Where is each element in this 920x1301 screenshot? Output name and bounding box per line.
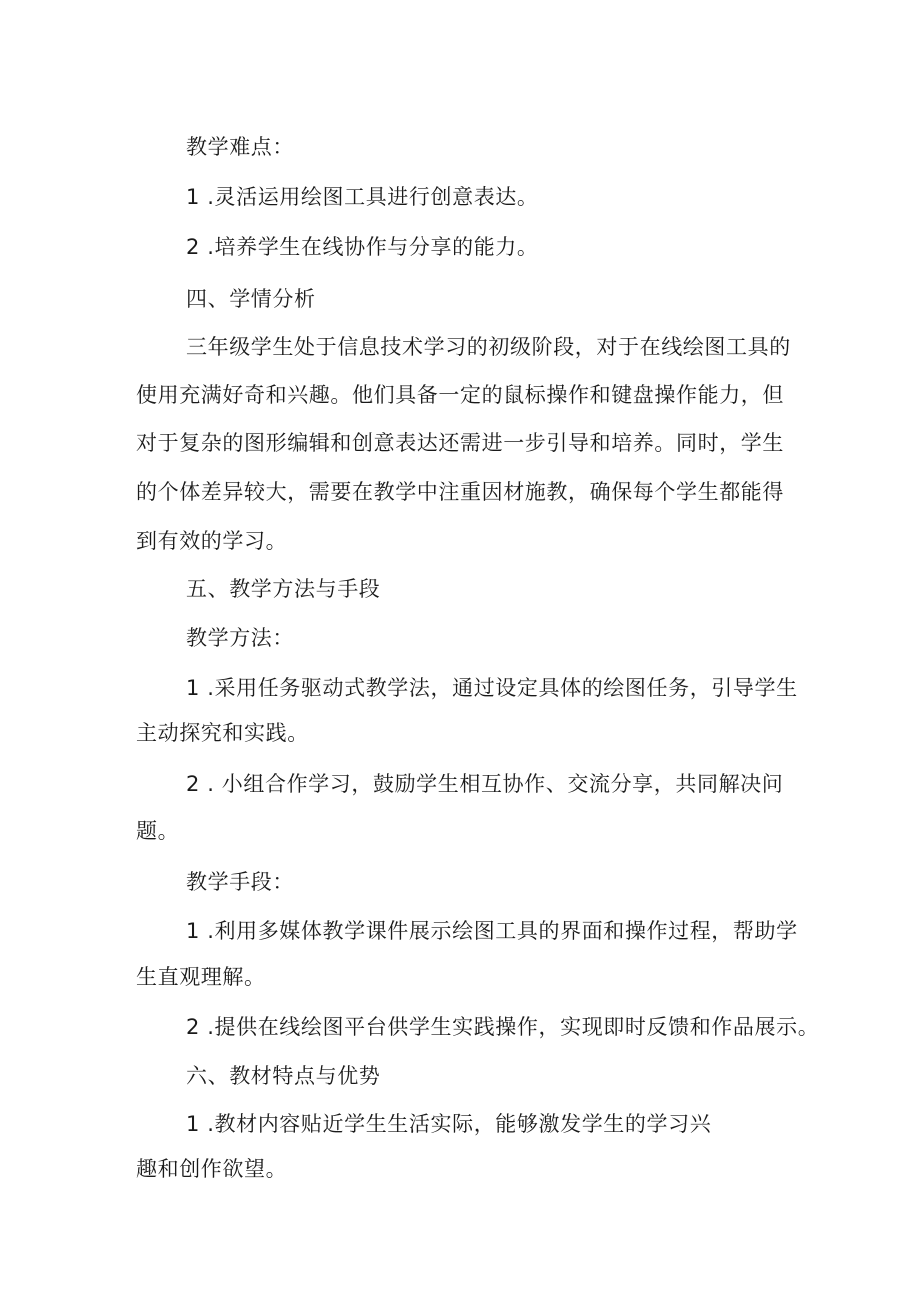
- paragraph-line: 三年级学生处于信息技术学习的初级阶段，对于在线绘图工具的: [186, 335, 791, 359]
- means-item-1-cont: 生直观理解。: [136, 965, 266, 989]
- paragraph-line: 的个体差异较大，需要在教学中注重因材施教，确保每个学生都能得: [136, 480, 784, 504]
- heading-teaching-difficulties: 教学难点：: [186, 135, 294, 159]
- difficulty-item-2: 2 .培养学生在线协作与分享的能力。: [186, 235, 539, 259]
- method-item-2: 2 . 小组合作学习，鼓励学生相互协作、交流分享，共同解决问: [186, 772, 784, 796]
- means-item-2: 2 .提供在线绘图平台供学生实践操作，实现即时反馈和作品展示。: [186, 1015, 820, 1039]
- section-heading-5: 五、教学方法与手段: [186, 577, 381, 601]
- paragraph-line: 到有效的学习。: [136, 529, 288, 553]
- method-item-1: 1 .采用任务驱动式教学法，通过设定具体的绘图任务，引导学生: [186, 676, 798, 700]
- feature-item-1: 1 .教材内容贴近学生生活实际，能够激发学生的学习兴: [186, 1112, 712, 1136]
- method-item-1-cont: 主动探究和实践。: [136, 721, 309, 745]
- heading-teaching-methods: 教学方法：: [186, 626, 294, 650]
- means-item-1: 1 .利用多媒体教学课件展示绘图工具的界面和操作过程，帮助学: [186, 919, 798, 943]
- section-heading-6: 六、教材特点与优势: [186, 1064, 381, 1088]
- section-heading-4: 四、学情分析: [186, 287, 316, 311]
- heading-teaching-means: 教学手段：: [186, 870, 294, 894]
- method-item-2-cont: 题。: [136, 819, 180, 843]
- difficulty-item-1: 1 .灵活运用绘图工具进行创意表达。: [186, 185, 539, 209]
- feature-item-1-cont: 趣和创作欲望。: [136, 1157, 288, 1181]
- paragraph-line: 对于复杂的图形编辑和创意表达还需进一步引导和培养。同时，学生: [136, 431, 784, 455]
- paragraph-line: 使用充满好奇和兴趣。他们具备一定的鼠标操作和键盘操作能力，但: [136, 383, 784, 407]
